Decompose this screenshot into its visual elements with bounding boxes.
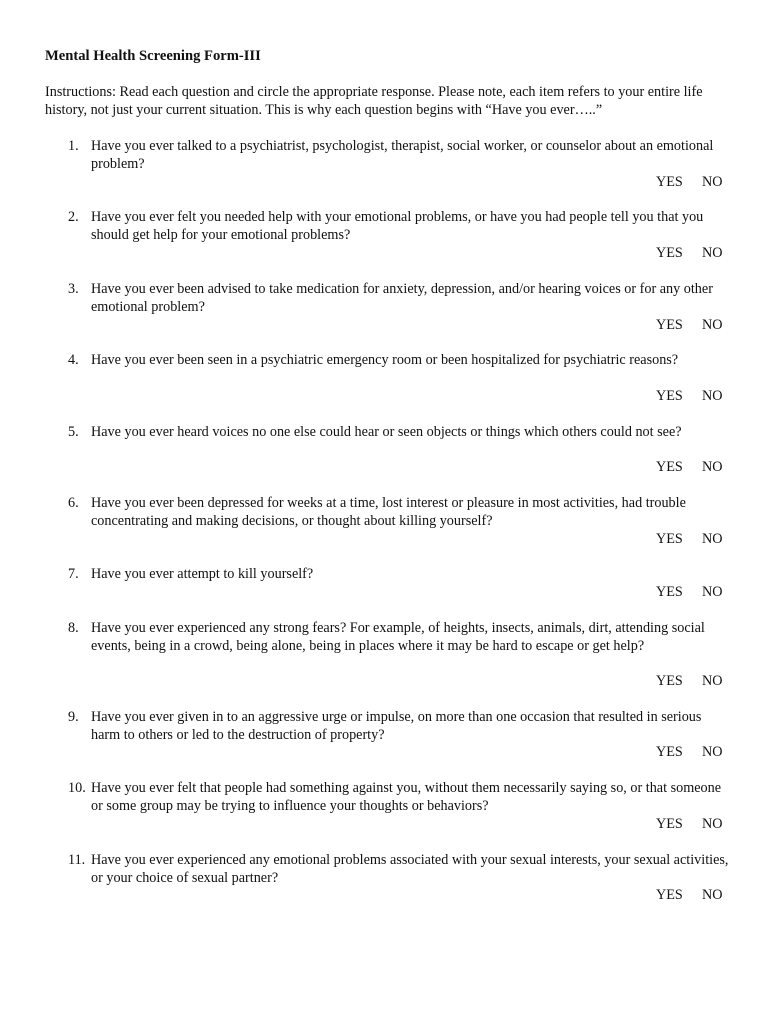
no-option[interactable]: NO [702,887,723,903]
question-text: Have you ever experienced any emotional problems associated with your sexual interests, your sexual activities, or your choice of sexual partner? [91,852,729,886]
answer-options [656,815,723,833]
question-text: Have you ever given in to an aggressive urge or impulse, on more than one occasion that resulted in serious harm to others or led to the destruction of property? [91,709,702,743]
question-number: 5. [68,424,79,440]
yes-option[interactable]: YES [656,174,683,190]
answer-options [656,886,723,904]
question-number: 3. [68,281,79,297]
question-number: 6. [68,495,79,511]
no-option[interactable]: NO [702,744,723,760]
no-option[interactable]: NO [702,174,723,190]
question-text: Have you ever attempt to kill yourself? [91,566,314,582]
answer-options [656,743,723,761]
yes-option[interactable]: YES [656,673,683,689]
no-option[interactable]: NO [702,317,723,333]
question-text: Have you ever talked to a psychiatrist, psychologist, therapist, social worker, or counselor about an emotional problem? [91,138,714,172]
question-number: 8. [68,620,79,636]
form-title: Mental Health Screening Form-III [45,48,261,64]
question-text: Have you ever been advised to take medication for anxiety, depression, and/or hearing voices or for any other emotional problem? [91,281,713,315]
no-option[interactable]: NO [702,531,723,547]
question-number: 11. [68,852,86,868]
no-option[interactable]: NO [702,388,723,404]
answer-options [656,530,723,548]
question-number: 4. [68,352,79,368]
form-instructions: Instructions: Read each question and circle the appropriate response. Please note, each item refers to your entire life history, not just your current situation. This is why each question begins with “Have you ever…..” [45,84,703,118]
question-text: Have you ever heard voices no one else could hear or seen objects or things which others could not see? [91,424,682,440]
yes-option[interactable]: YES [656,887,683,903]
yes-option[interactable]: YES [656,245,683,261]
question-text: Have you ever experienced any strong fears? For example, of heights, insects, animals, dirt, attending social events, being in a crowd, being alone, being in places where it may be hard to escape or get help? [91,620,705,654]
answer-options [656,583,723,601]
question-number: 7. [68,566,79,582]
no-option[interactable]: NO [702,584,723,600]
yes-option[interactable]: YES [656,388,683,404]
answer-options [656,173,723,191]
yes-option[interactable]: YES [656,317,683,333]
answer-options [656,387,723,405]
question-text: Have you ever felt you needed help with your emotional problems, or have you had people tell you that you should get help for your emotional problems? [91,209,704,243]
question-number: 9. [68,709,79,725]
yes-option[interactable]: YES [656,816,683,832]
question-text: Have you ever felt that people had something against you, without them necessarily saying so, or that someone or some group may be trying to influence your thoughts or behaviors? [91,780,722,814]
yes-option[interactable]: YES [656,744,683,760]
question-number: 10. [68,780,86,796]
yes-option[interactable]: YES [656,531,683,547]
no-option[interactable]: NO [702,816,723,832]
no-option[interactable]: NO [702,673,723,689]
yes-option[interactable]: YES [656,459,683,475]
answer-options [656,458,723,476]
yes-option[interactable]: YES [656,584,683,600]
question-number: 1. [68,138,79,154]
question-text: Have you ever been seen in a psychiatric emergency room or been hospitalized for psychiatric reasons? [91,352,679,368]
question-number: 2. [68,209,79,225]
question-text: Have you ever been depressed for weeks at a time, lost interest or pleasure in most activities, had trouble concentrating and making decisions, or thought about killing yourself? [91,495,686,529]
no-option[interactable]: NO [702,245,723,261]
answer-options [656,244,723,262]
answer-options [656,316,723,334]
no-option[interactable]: NO [702,459,723,475]
answer-options [656,672,723,690]
